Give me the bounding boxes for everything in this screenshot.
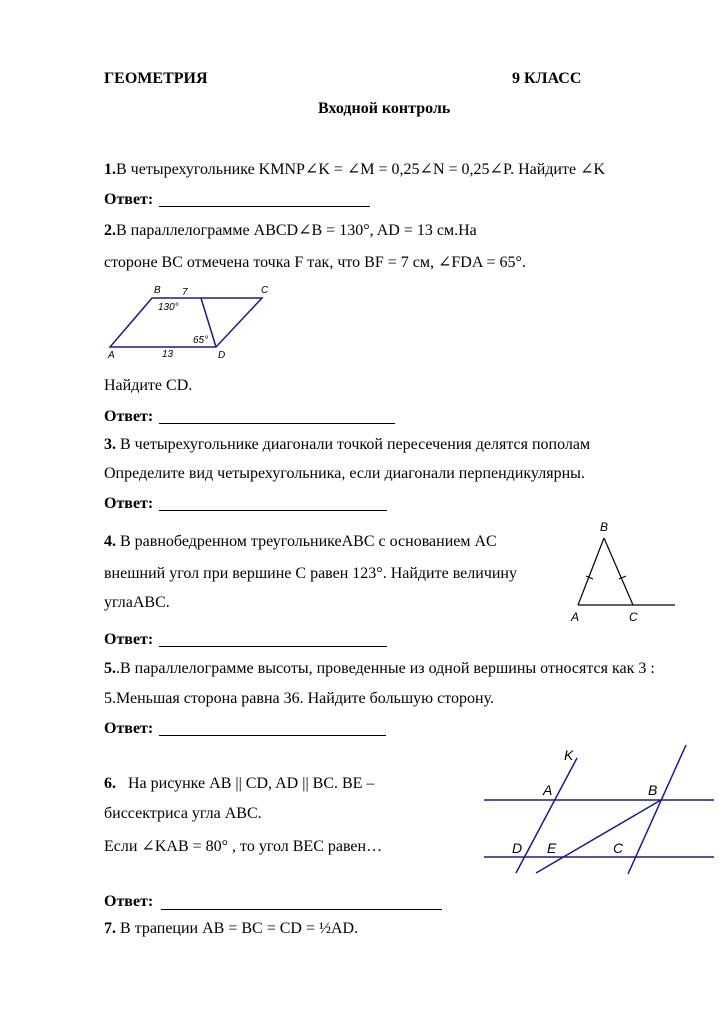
task-6-line-1: На рисунке AB || CD, AD || BC. BE –: [128, 775, 375, 792]
task-5-line-1: .В параллелограмме высоты, проведенные из одной вершины относятся как 3 :: [116, 660, 655, 677]
task-5-number: 5.: [104, 660, 116, 677]
label-a: A: [108, 350, 115, 361]
label-angle-130: 130°: [158, 302, 179, 313]
task-3-number: 3.: [104, 436, 116, 453]
page-title: Входной контроль: [318, 100, 451, 117]
figure6-label-a: A: [543, 782, 553, 798]
task-2-line-1: В параллелограмме ABCD∠B = 130°, AD = 13 см.На: [116, 222, 477, 239]
subject-title: ГЕОМЕТРИЯ: [104, 70, 208, 87]
answer-6-label: Ответ:: [104, 893, 154, 910]
label-ad-length: 13: [162, 349, 174, 360]
triangle-label-c: C: [629, 610, 638, 624]
label-c: C: [261, 285, 269, 296]
label-angle-65: 65°: [193, 335, 209, 346]
task-4-line-1: В равнобедренном треугольникеABC с основанием AC: [116, 533, 497, 550]
task-5-line-2: 5.Меньшая сторона равна 36. Найдите большую сторону.: [104, 690, 494, 707]
answer-3-label: Ответ:: [104, 495, 154, 512]
answer-2-label: Ответ:: [104, 408, 154, 425]
task-4-line-2: внешний угол при вершине C равен 123°. Найдите величину: [104, 565, 517, 582]
task-1-number: 1.: [104, 161, 116, 178]
task-7-text: [104, 920, 358, 938]
task-6-line-3: Если ∠KAB = 80° , то угол BEC равен…: [104, 838, 383, 855]
figure6-label-c: C: [613, 840, 624, 856]
figure6-label-e: E: [547, 840, 557, 856]
answer-6-line[interactable]: [161, 909, 442, 910]
triangle-label-a: A: [571, 610, 580, 624]
task-6-number: 6.: [104, 775, 116, 792]
task-7-number: 7.: [104, 920, 116, 937]
grade-label: 9 КЛАСС: [512, 70, 582, 87]
figure6-label-k: K: [564, 747, 574, 763]
task-2-question: Найдите CD.: [104, 377, 193, 394]
task-2-number: 2.: [104, 222, 116, 239]
task-2-line-2: стороне BC отмечена точка F так, что BF = 7 см, ∠FDA = 65°.: [104, 254, 526, 271]
answer-5-label: Ответ:: [104, 720, 154, 737]
task-4-line-3: углаABC.: [104, 594, 170, 611]
task-1-line-1: В четырехугольнике KMNP∠K = ∠M = 0,25∠N = 0,25∠P. Найдите ∠K: [116, 161, 606, 178]
task-7-line-1: В трапеции AB = BC = CD = ½AD.: [116, 920, 359, 937]
label-b: B: [154, 285, 161, 296]
answer-4-label: Ответ:: [104, 631, 154, 648]
triangle-label-b: B: [600, 520, 609, 534]
label-d: D: [218, 350, 226, 361]
label-bf-length: 7: [182, 287, 188, 298]
task-3-line-2: Определите вид четырехугольника, если диагонали перпендикулярны.: [104, 465, 585, 482]
figure6-label-d: D: [512, 840, 523, 856]
line-bc: [628, 745, 686, 874]
task-6-line-2: биссектриса угла ABC.: [104, 805, 262, 822]
figure6-label-b: B: [648, 782, 658, 798]
task-4-number: 4.: [104, 533, 116, 550]
answer-1-label: Ответ:: [104, 191, 154, 208]
task-3-line-1: В четырехугольнике диагонали точкой пересечения делятся пополам: [116, 436, 591, 453]
bisector-be: [536, 800, 661, 873]
